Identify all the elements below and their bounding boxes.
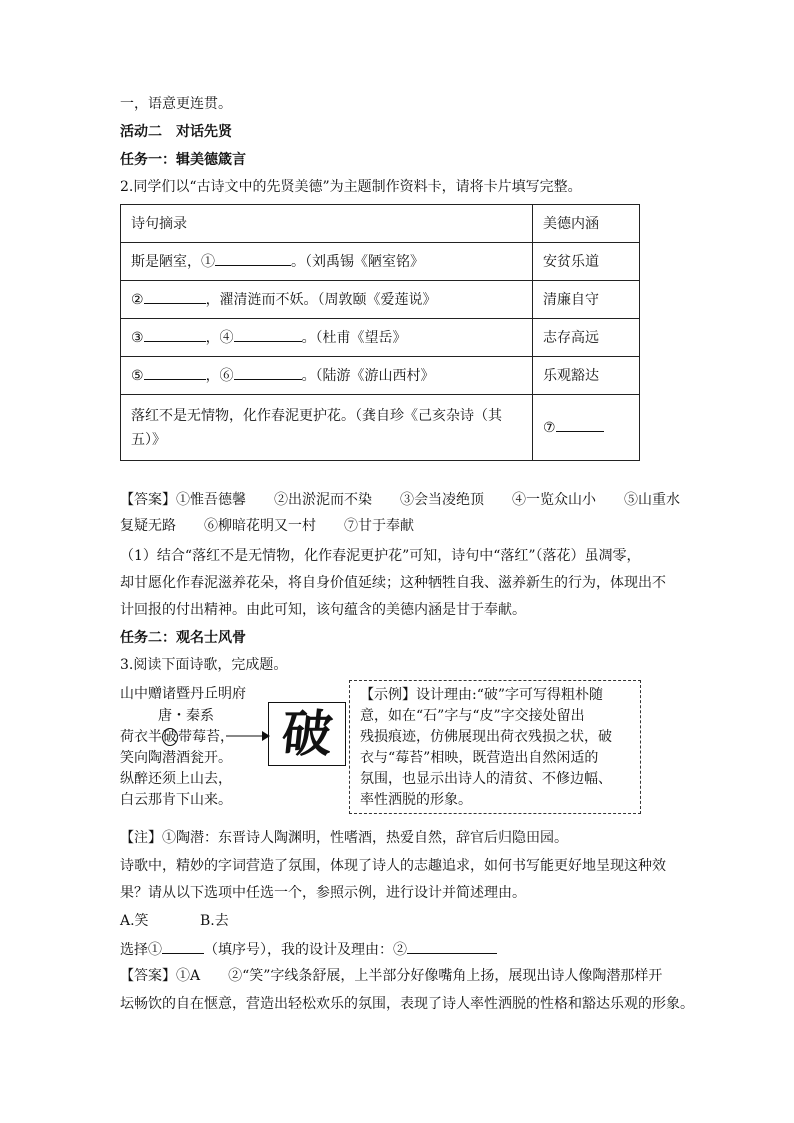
virtue-cell: 志存高远 bbox=[533, 319, 640, 357]
select-line bbox=[120, 939, 497, 960]
calligraphy-box bbox=[268, 702, 346, 766]
example-line: 氛围，也显示出诗人的清贫、不修边幅、 bbox=[360, 771, 612, 787]
activity-heading: 活动二 对话先贤 bbox=[120, 124, 232, 140]
excerpt-prefix: 斯是陋室，① bbox=[131, 253, 215, 270]
answer-blank-3[interactable] bbox=[144, 327, 206, 342]
select-middle: （填序号），我的设计及理由：② bbox=[204, 942, 407, 958]
question-3: 3.阅读下面诗歌，完成题。 bbox=[120, 657, 288, 673]
answer-blank-4[interactable] bbox=[234, 327, 302, 342]
excerpt-line: 五）》 bbox=[131, 431, 166, 448]
calligraphy-character: 破 bbox=[278, 704, 336, 763]
question-line: 果？请从以下选项中任选一个，参照示例，进行设计并简述理由。 bbox=[120, 885, 526, 901]
virtue-card-table bbox=[120, 204, 640, 461]
task1-heading: 任务一：辑美德箴言 bbox=[120, 152, 246, 168]
virtue-cell: 乐观豁达 bbox=[533, 357, 640, 395]
excerpt-cell bbox=[121, 319, 533, 357]
answer-line: 复疑无路 ⑥柳暗花明又一村 ⑦甘于奉献 bbox=[120, 518, 414, 534]
circled-character: 破 bbox=[163, 729, 177, 745]
header-excerpt: 诗句摘录 bbox=[121, 205, 533, 243]
table-header-row bbox=[121, 205, 640, 243]
excerpt-line: 落红不是无情物，化作春泥更护花。（龚自珍《己亥杂诗（其 bbox=[131, 407, 502, 424]
excerpt-cell bbox=[121, 243, 533, 281]
poem-title: 山中赠诸暨丹丘明府 bbox=[120, 686, 246, 702]
poem-line bbox=[120, 727, 234, 748]
table-row bbox=[121, 357, 640, 395]
poem-text: 荷衣半 bbox=[120, 729, 162, 745]
task2-heading: 任务二：观名士风骨 bbox=[120, 630, 246, 646]
poem-author: 唐・秦系 bbox=[158, 708, 214, 724]
excerpt-middle: ，④ bbox=[205, 329, 234, 346]
poem-line: 白云那肯下山来。 bbox=[120, 792, 232, 808]
excerpt-suffix: 。（陆游《游山西村》 bbox=[301, 367, 435, 384]
answer-blank-5[interactable] bbox=[144, 365, 206, 380]
answer-line: 【答案】①A ②“笑”字线条舒展，上半部分好像嘴角上扬，展现出诗人像陶潜那样开 bbox=[120, 968, 663, 984]
select-blank-1[interactable] bbox=[162, 939, 204, 954]
excerpt-suffix: 。（刘禹锡《陋室铭》 bbox=[291, 253, 424, 270]
answer-line: 坛畅饮的自在惬意，营造出轻松欢乐的氛围，表现了诗人率性洒脱的性格和豁达乐观的形象。 bbox=[120, 996, 694, 1012]
virtue-cell bbox=[533, 395, 640, 461]
virtue-cell: 安贫乐道 bbox=[533, 243, 640, 281]
question-line: 诗歌中，精妙的字词营造了氛围，体现了诗人的志趣追求，如何书写能更好地呈现这种效 bbox=[120, 858, 666, 874]
excerpt-suffix: ，濯清涟而不妖。（周敦颐《爱莲说》 bbox=[205, 291, 437, 308]
example-line: 衣与“莓苔”相映，既营造出自然闲适的 bbox=[360, 750, 599, 766]
example-line: 【示例】设计理由:“破”字可写得粗朴随 bbox=[360, 687, 604, 703]
select-blank-2[interactable] bbox=[407, 939, 497, 954]
answer-blank-1[interactable] bbox=[215, 251, 291, 266]
excerpt-cell bbox=[121, 395, 533, 461]
excerpt-prefix: ③ bbox=[131, 329, 144, 346]
table-row bbox=[121, 319, 640, 357]
virtue-cell: 清廉自守 bbox=[533, 281, 640, 319]
answer-blank-2[interactable] bbox=[144, 289, 206, 304]
example-line: 率性洒脱的形象。 bbox=[360, 792, 472, 808]
poem-text: 带莓苔， bbox=[178, 729, 234, 745]
option-b: B.去 bbox=[200, 913, 229, 929]
example-line: 意，如在“石”字与“皮”字交接处留出 bbox=[360, 708, 585, 724]
excerpt-prefix: ⑤ bbox=[131, 367, 144, 384]
virtue-label: ⑦ bbox=[543, 419, 556, 436]
table-row bbox=[121, 243, 640, 281]
select-prefix: 选择① bbox=[120, 942, 162, 958]
explain-line: 计回报的付出精神。由此可知，该句蕴含的美德内涵是甘于奉献。 bbox=[120, 602, 526, 618]
header-virtue: 美德内涵 bbox=[533, 205, 640, 243]
answer-line: 【答案】①惟吾德馨 ②出淤泥而不染 ③会当凌绝顶 ④一览众山小 ⑤山重水 bbox=[120, 492, 680, 508]
excerpt-suffix: 。（杜甫《望岳》 bbox=[301, 329, 407, 346]
excerpt-middle: ，⑥ bbox=[205, 367, 234, 384]
arrow-icon bbox=[226, 730, 270, 742]
poem-line: 笑向陶潜酒瓮开。 bbox=[120, 750, 232, 766]
poem-note: 【注】①陶潜：东晋诗人陶渊明，性嗜酒，热爱自然，辞官后归隐田园。 bbox=[120, 830, 568, 846]
excerpt-cell bbox=[121, 281, 533, 319]
answer-blank-7[interactable] bbox=[556, 417, 604, 432]
excerpt-cell bbox=[121, 357, 533, 395]
example-line: 残损痕迹，仿佛展现出荷衣残损之状，破 bbox=[360, 729, 612, 745]
intro-line: 一，语意更连贯。 bbox=[120, 96, 232, 112]
table-row bbox=[121, 395, 640, 461]
answer-blank-6[interactable] bbox=[234, 365, 302, 380]
excerpt-prefix: ② bbox=[131, 291, 144, 308]
question-2: 2.同学们以“古诗文中的先贤美德”为主题制作资料卡，请将卡片填写完整。 bbox=[120, 179, 582, 195]
option-a: A.笑 bbox=[120, 913, 149, 929]
explain-line: 却甘愿化作春泥滋养花朵，将自身价值延续；这种牺牲自我、滋养新生的行为，体现出不 bbox=[120, 575, 666, 591]
table-row bbox=[121, 281, 640, 319]
explain-line: （1）结合“落红不是无情物，化作春泥更护花”可知，诗句中“落红”（落花）虽凋零， bbox=[120, 548, 641, 564]
example-box bbox=[349, 680, 641, 814]
poem-line: 纵醉还须上山去， bbox=[120, 771, 232, 787]
